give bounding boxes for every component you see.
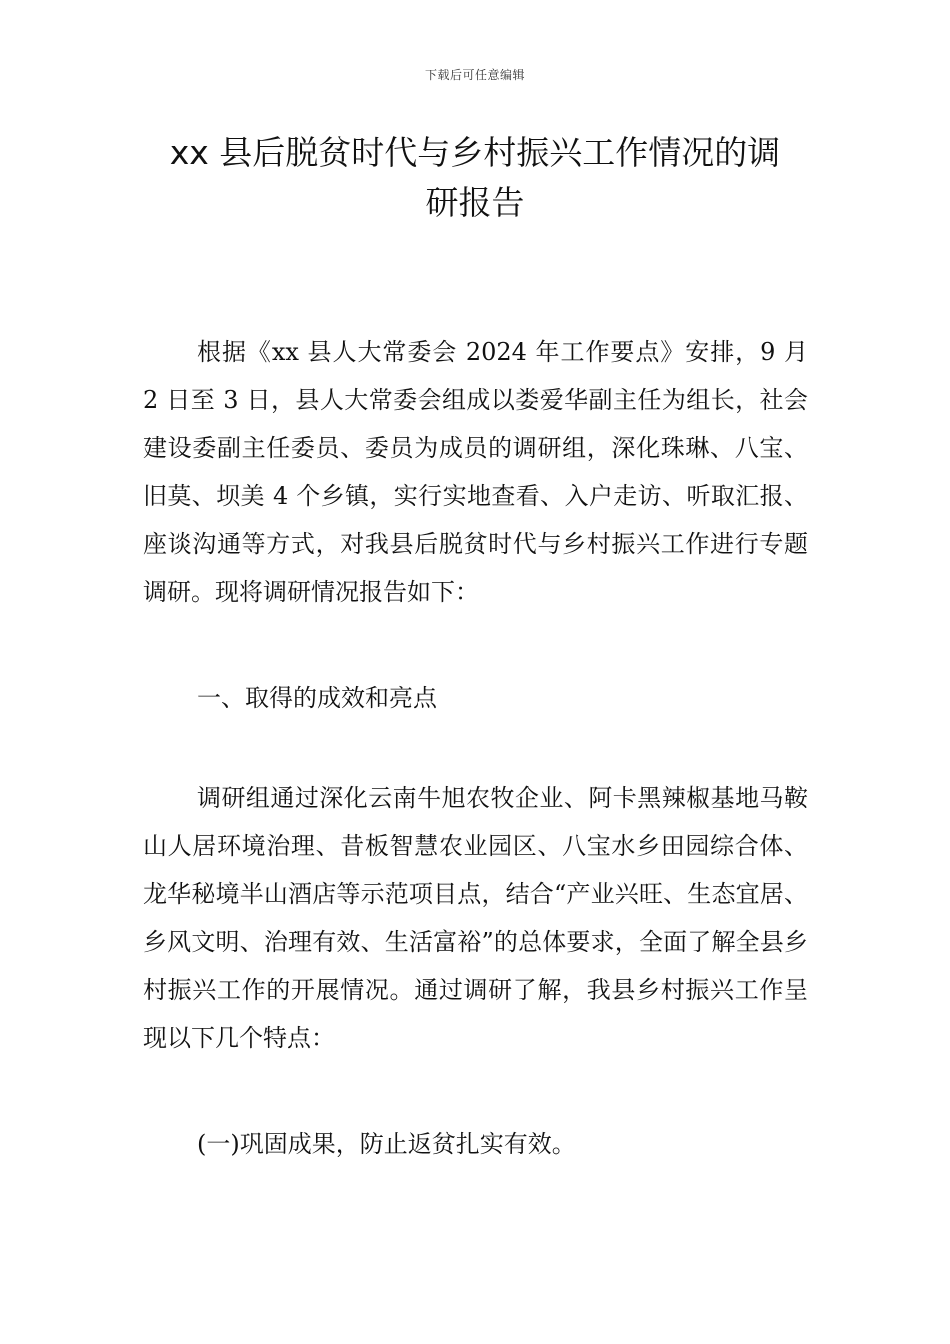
header-note: 下载后可任意编辑 bbox=[424, 68, 525, 82]
subsection-heading-1: (一)巩固成果，防止返贫扎实有效。 bbox=[197, 1130, 576, 1158]
title-line-2: 研报告 bbox=[425, 183, 525, 222]
section-1-paragraph: 调研组通过深化云南牛旭农牧企业、阿卡黑辣椒基地马鞍山人居环境治理、昔板智慧农业园区、八宝水乡田园综合体、龙华秘境半山酒店等示范项目点，结合“产业兴旺、生态宜居、乡风文明、治理有效、生活富裕”的总体要求，全面了解全县乡村振兴工作的开展情况。通过调研了解，我县乡村振兴工作呈现以下几个特点： bbox=[143, 784, 808, 1052]
section-heading-1: 一、取得的成效和亮点 bbox=[197, 684, 437, 712]
intro-paragraph: 根据《xx 县人大常委会 2024 年工作要点》安排，9 月 2 日至 3 日，县人大常委会组成以娄爱华副主任为组长，社会建设委副主任委员、委员为成员的调研组，深化珠琳、八宝、旧莫、坝美 4 个乡镇，实行实地查看、入户走访、听取汇报、座谈沟通等方式，对我县后脱贫时代与乡村振兴工作进行专题调研。现将调研情况报告如下： bbox=[143, 338, 808, 606]
document-title bbox=[140, 128, 810, 228]
title-line-1: xx 县后脱贫时代与乡村振兴工作情况的调 bbox=[169, 133, 781, 172]
